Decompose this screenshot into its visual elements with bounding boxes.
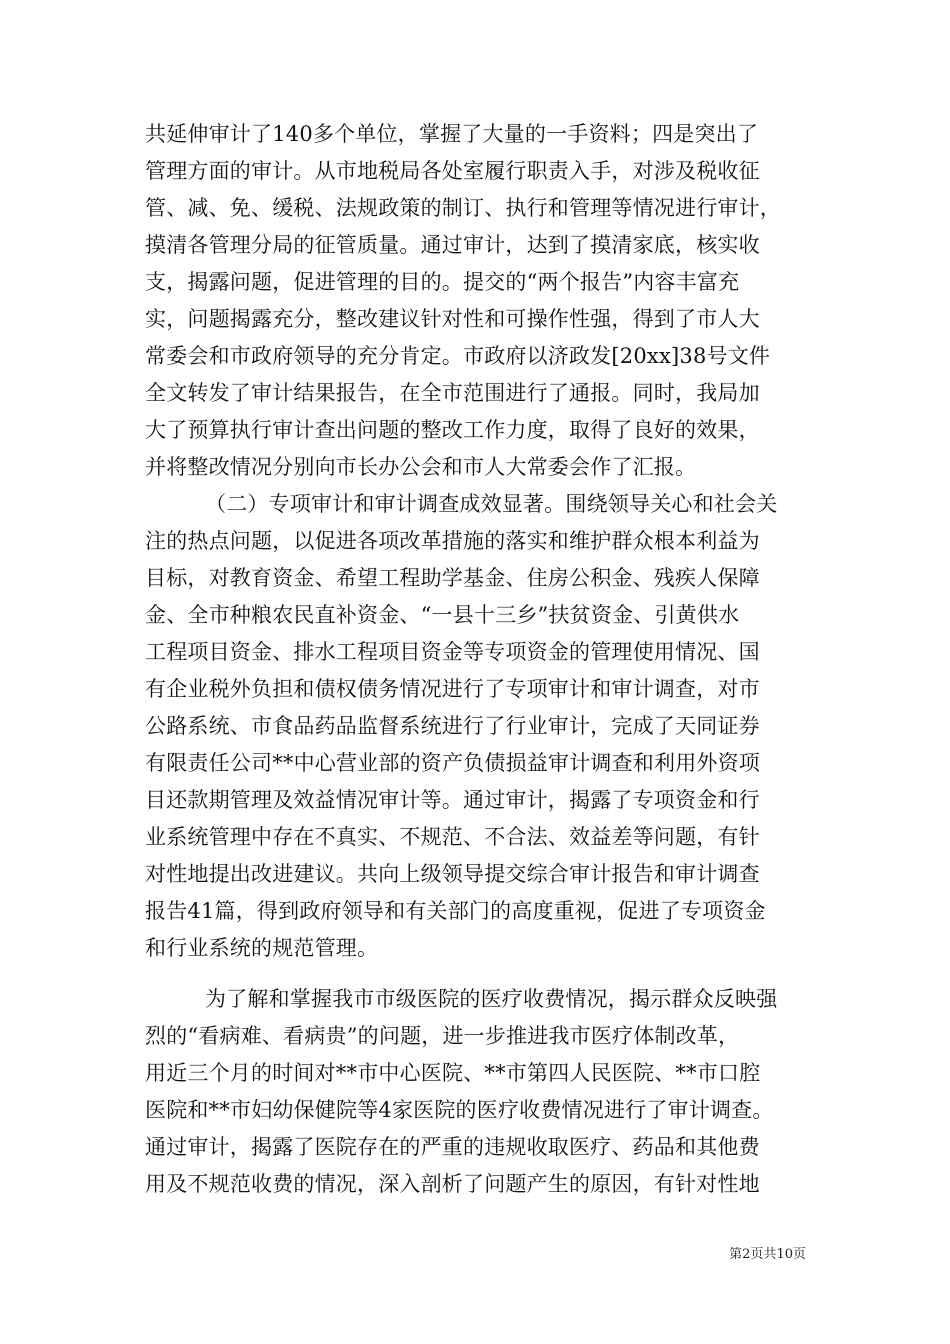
text-line: 用近三个月的时间对**市中心医院、**市第四人民医院、**市口腔 <box>145 1061 761 1085</box>
text-line: 并将整改情况分别向市长办公会和市人大常委会作了汇报。 <box>145 455 697 479</box>
text-line: 工程项目资金、排水工程项目资金等专项资金的管理使用情况、国 <box>145 640 760 664</box>
text-line: 金、全市种粮农民直补资金、“一县十三乡”扶贫资金、引黄供水 <box>145 603 740 627</box>
text-line: 对性地提出改进建议。共向上级领导提交综合审计报告和审计调查 <box>145 862 760 886</box>
text-line: 和行业系统的规范管理。 <box>145 936 379 960</box>
text-line: 有限责任公司**中心营业部的资产负债损益审计调查和利用外资项 <box>145 751 760 775</box>
text-line: 常委会和市政府领导的充分肯定。市政府以济政发[20xx]38号文件 <box>145 344 771 368</box>
text-line: 全文转发了审计结果报告，在全市范围进行了通报。同时，我局加 <box>145 381 760 405</box>
text-line: 报告41篇，得到政府领导和有关部门的高度重视，促进了专项资金 <box>145 899 766 923</box>
text-line: 业系统管理中存在不真实、不规范、不合法、效益差等问题，有针 <box>145 825 760 849</box>
text-line: 有企业税外负担和债权债务情况进行了专项审计和审计调查，对市 <box>145 677 760 701</box>
text-line: 大了预算执行审计查出问题的整改工作力度，取得了良好的效果， <box>145 418 760 442</box>
text-line: 公路系统、市食品药品监督系统进行了行业审计，完成了天同证券 <box>145 714 760 738</box>
text-line: 管、减、免、缓税、法规政策的制订、执行和管理等情况进行审计， <box>145 196 781 220</box>
page-number: 第2页共10页 <box>729 1247 806 1262</box>
text-line: 为了解和掌握我市市级医院的医疗收费情况，揭示群众反映强 <box>205 987 778 1011</box>
text-line: 目标，对教育资金、希望工程助学基金、住房公积金、残疾人保障 <box>145 566 760 590</box>
text-line: 通过审计，揭露了医院存在的严重的违规收取医疗、药品和其他费 <box>145 1135 760 1159</box>
text-line: 支，揭露问题，促进管理的目的。提交的“两个报告”内容丰富充 <box>145 270 740 294</box>
text-line: 管理方面的审计。从市地税局各处室履行职责入手，对涉及税收征 <box>145 159 760 183</box>
text-line: 注的热点问题，以促进各项改革措施的落实和维护群众根本利益为 <box>145 529 760 553</box>
text-line: 共延伸审计了140多个单位，掌握了大量的一手资料；四是突出了 <box>145 122 759 146</box>
text-line: 实，问题揭露充分，整改建议针对性和可操作性强，得到了市人大 <box>145 307 760 331</box>
text-line: 用及不规范收费的情况，深入剖析了问题产生的原因，有针对性地 <box>145 1172 760 1196</box>
text-line: （二）专项审计和审计调查成效显著。围绕领导关心和社会关 <box>205 492 778 516</box>
text-line: 目还款期管理及效益情况审计等。通过审计，揭露了专项资金和行 <box>145 788 760 812</box>
text-line: 烈的“看病难、看病贵”的问题，进一步推进我市医疗体制改革， <box>145 1024 740 1048</box>
text-line: 医院和**市妇幼保健院等4家医院的医疗收费情况进行了审计调查。 <box>145 1098 774 1122</box>
text-line: 摸清各管理分局的征管质量。通过审计，达到了摸清家底，核实收 <box>145 233 760 257</box>
